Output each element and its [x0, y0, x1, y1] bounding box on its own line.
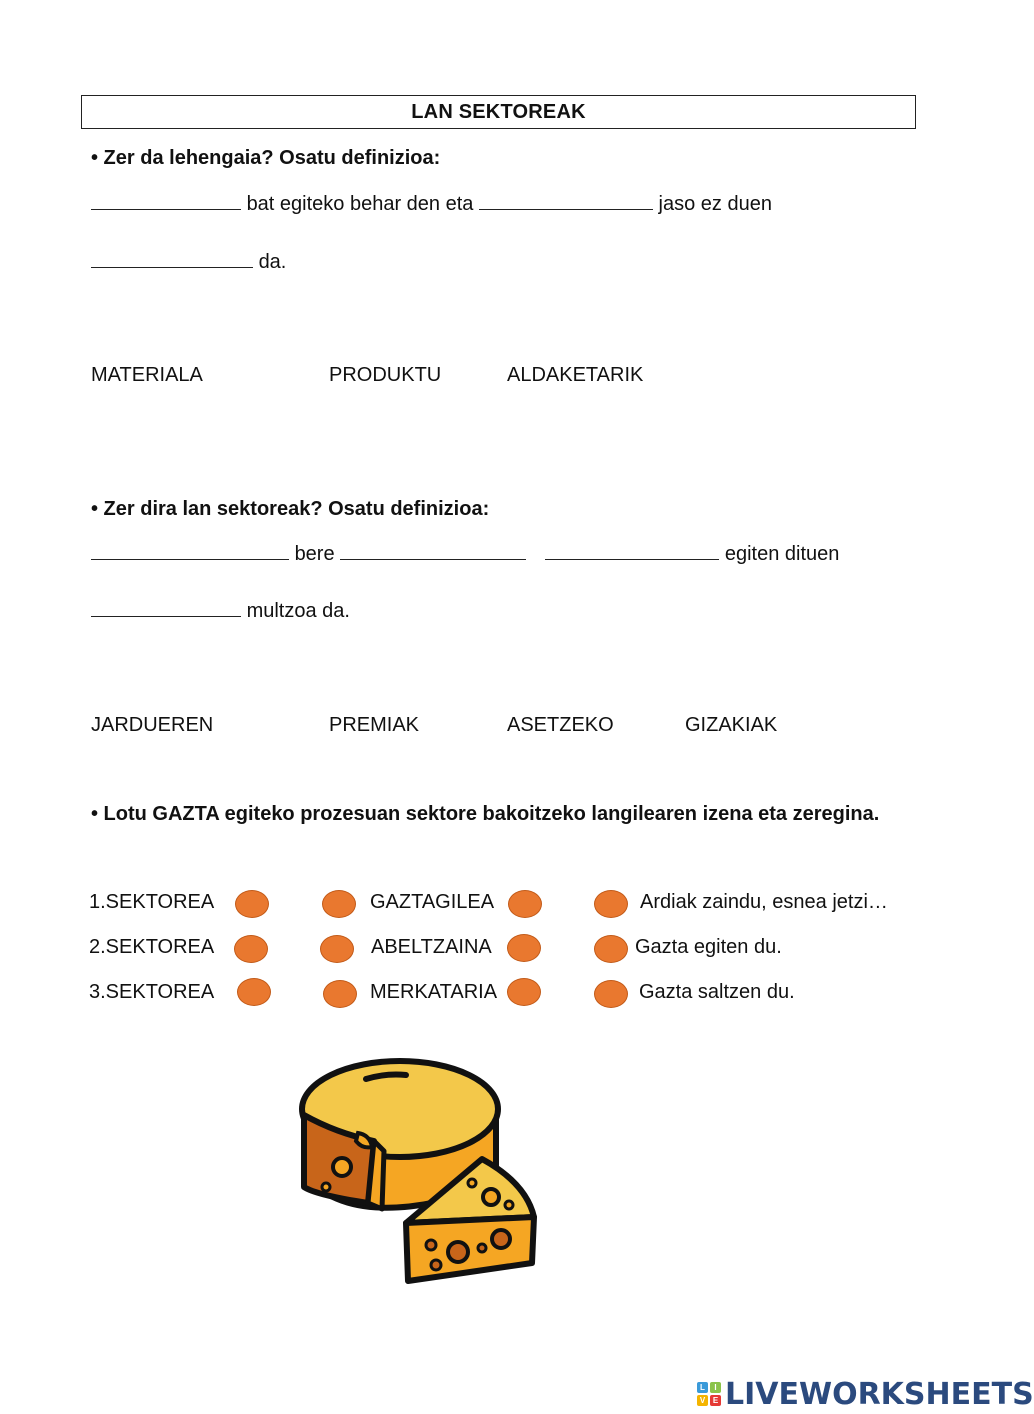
definition-1-line-1	[91, 191, 772, 216]
blank-1[interactable]	[91, 191, 241, 210]
definition-text: bat egiteko behar den eta	[246, 193, 474, 215]
blank-5[interactable]	[340, 541, 526, 560]
sector-label: 3.SEKTOREA	[89, 981, 215, 1003]
word-option[interactable]: ALDAKETARIK	[507, 364, 644, 386]
match-dot[interactable]	[508, 890, 542, 918]
task-label: Gazta egiten du.	[635, 936, 782, 958]
question-2: • Zer dira lan sektoreak? Osatu definizioa:	[91, 498, 490, 520]
definition-text: egiten dituen	[724, 543, 840, 565]
question-1: • Zer da lehengaia? Osatu definizioa:	[91, 147, 441, 169]
match-dot[interactable]	[323, 980, 357, 1008]
page-title: LAN SEKTOREAK	[81, 95, 916, 129]
match-dot[interactable]	[322, 890, 356, 918]
word-option[interactable]: PREMIAK	[329, 714, 420, 736]
sector-label: 1.SEKTOREA	[89, 891, 215, 913]
blank-2[interactable]	[479, 191, 653, 210]
sector-label: 2.SEKTOREA	[89, 936, 215, 958]
match-dot[interactable]	[234, 935, 268, 963]
task-label: Ardiak zaindu, esnea jetzi…	[640, 891, 888, 913]
definition-1-line-2	[91, 249, 286, 274]
worker-label: MERKATARIA	[370, 981, 498, 1003]
match-dot[interactable]	[235, 890, 269, 918]
word-option[interactable]: JARDUEREN	[91, 714, 214, 736]
brand-name: LIVEWORKSHEETS	[725, 1376, 1034, 1412]
word-option[interactable]: ASETZEKO	[507, 714, 614, 736]
word-option[interactable]: GIZAKIAK	[685, 714, 778, 736]
word-option[interactable]: PRODUKTU	[329, 364, 442, 386]
match-dot[interactable]	[507, 934, 541, 962]
blank-4[interactable]	[91, 541, 289, 560]
task-label: Gazta saltzen du.	[639, 981, 795, 1003]
definition-text: multzoa da.	[246, 600, 350, 622]
blank-3[interactable]	[91, 249, 253, 268]
definition-text: da.	[258, 251, 287, 273]
definition-text: jaso ez duen	[658, 193, 772, 215]
liveworksheets-logo-icon: L I V E	[697, 1382, 721, 1406]
cheese-icon	[296, 1055, 541, 1290]
definition-2-line-1	[91, 541, 839, 566]
question-3: • Lotu GAZTA egiteko prozesuan sektore bakoitzeko langilearen izena eta zeregina.	[91, 803, 880, 825]
worker-label: ABELTZAINA	[371, 936, 492, 958]
match-dot[interactable]	[237, 978, 271, 1006]
definition-text: bere	[294, 543, 335, 565]
word-option[interactable]: MATERIALA	[91, 364, 203, 386]
worker-label: GAZTAGILEA	[370, 891, 495, 913]
blank-6[interactable]	[545, 541, 719, 560]
match-dot[interactable]	[594, 890, 628, 918]
match-dot[interactable]	[594, 980, 628, 1008]
definition-2-line-2	[91, 598, 350, 623]
match-dot[interactable]	[320, 935, 354, 963]
blank-7[interactable]	[91, 598, 241, 617]
match-dot[interactable]	[594, 935, 628, 963]
liveworksheets-brand	[697, 1374, 1034, 1414]
match-dot[interactable]	[507, 978, 541, 1006]
